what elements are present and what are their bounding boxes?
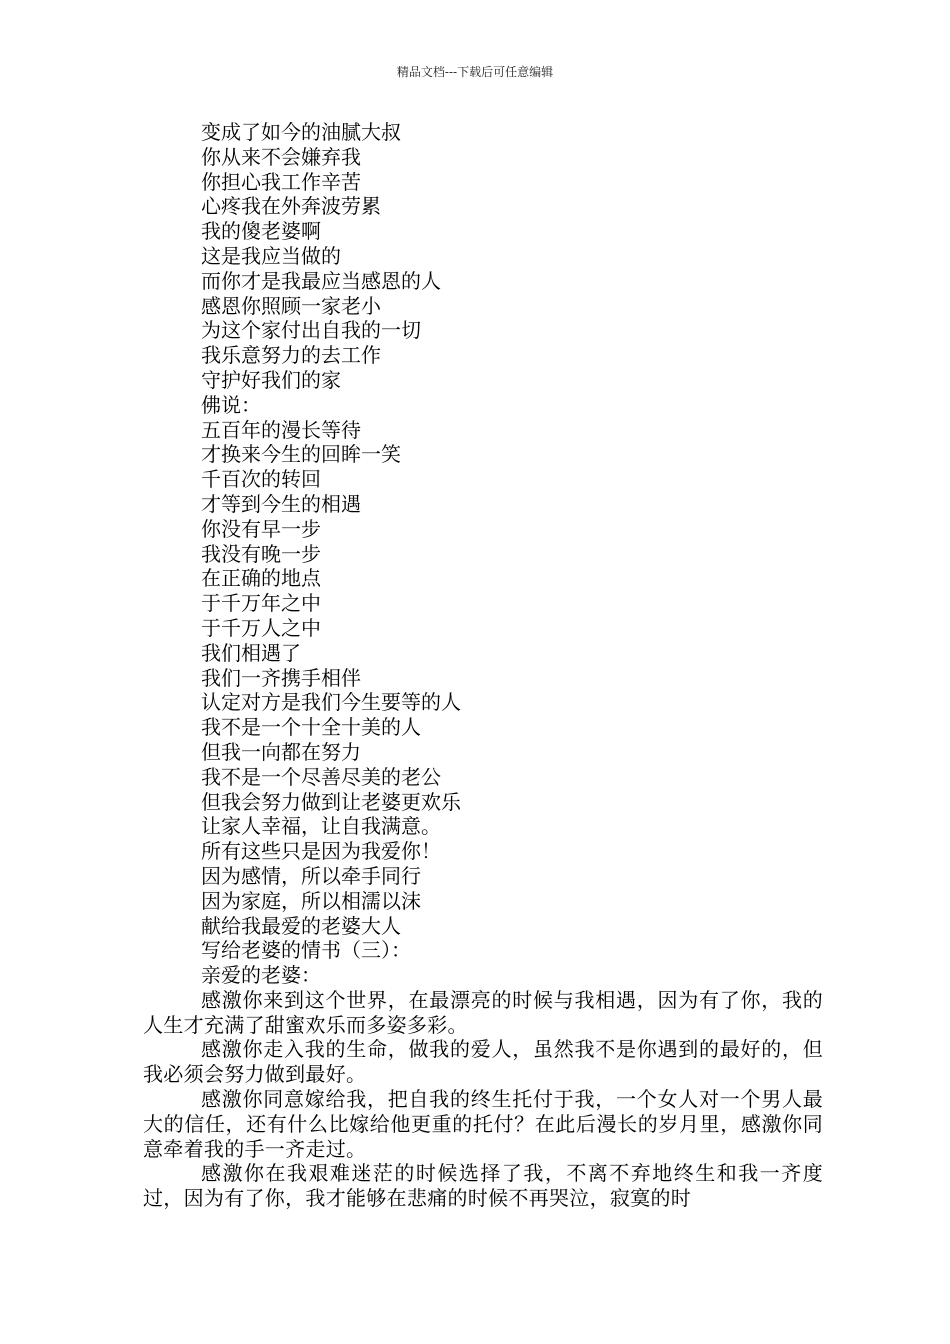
poem-line: 你担心我工作辛苦	[201, 169, 361, 194]
poem-line: 守护好我们的家	[201, 367, 341, 392]
poem-line: 我乐意努力的去工作	[201, 343, 381, 368]
poem-line: 我们一齐携手相伴	[201, 665, 361, 690]
poem-line: 这是我应当做的	[201, 243, 341, 268]
poem-line: 我的傻老婆啊	[201, 219, 321, 244]
letter-paragraph: 感激你走入我的生命，做我的爱人，虽然我不是你遇到的最好的，但我必须会努力做到最好。	[143, 1037, 823, 1087]
poem-line: 五百年的漫长等待	[201, 417, 361, 442]
poem-line: 你从来不会嫌弃我	[201, 144, 361, 169]
poem-line: 我们相遇了	[201, 640, 301, 665]
poem-line: 于千万人之中	[201, 615, 321, 640]
poem-line: 而你才是我最应当感恩的人	[201, 268, 441, 293]
poem-line: 认定对方是我们今生要等的人	[201, 690, 461, 715]
poem-line: 我不是一个尽善尽美的老公	[201, 764, 441, 789]
poem-line: 献给我最爱的老婆大人	[201, 913, 401, 938]
poem-line: 才等到今生的相遇	[201, 491, 361, 516]
poem-line: 因为感情，所以牵手同行	[201, 863, 421, 888]
poem-line: 感恩你照顾一家老小	[201, 293, 381, 318]
letter-paragraph: 感激你同意嫁给我，把自我的终生托付于我，一个女人对一个男人最大的信任，还有什么比嫁给他更重的托付？在此后漫长的岁月里，感激你同意牵着我的手一齐走过。	[143, 1087, 823, 1161]
poem-line: 但我一向都在努力	[201, 739, 361, 764]
section-heading: 写给老婆的情书（三）：	[201, 938, 411, 963]
poem-line: 我不是一个十全十美的人	[201, 715, 421, 740]
poem-block	[143, 120, 823, 988]
poem-line: 为这个家付出自我的一切	[201, 318, 421, 343]
poem-line: 才换来今生的回眸一笑	[201, 442, 401, 467]
poem-line: 因为家庭，所以相濡以沫	[201, 888, 421, 913]
page-header: 精品文档---下载后可任意编辑	[396, 65, 554, 79]
letter-paragraph: 感激你来到这个世界，在最漂亮的时候与我相遇，因为有了你，我的人生才充满了甜蜜欢乐而多姿多彩。	[143, 987, 823, 1037]
letter-paragraph: 感激你在我艰难迷茫的时候选择了我，不离不弃地终生和我一齐度过，因为有了你，我才能够在悲痛的时候不再哭泣，寂寞的时	[143, 1161, 823, 1211]
poem-line: 所有这些只是因为我爱你！	[201, 839, 441, 864]
poem-line: 让家人幸福，让自我满意。	[201, 814, 441, 839]
poem-line: 我没有晚一步	[201, 541, 321, 566]
poem-line: 于千万年之中	[201, 591, 321, 616]
letter-body	[143, 988, 823, 1211]
poem-line: 佛说：	[201, 392, 261, 417]
poem-line: 但我会努力做到让老婆更欢乐	[201, 789, 461, 814]
poem-line: 在正确的地点	[201, 566, 321, 591]
poem-line: 变成了如今的油腻大叔	[201, 120, 401, 144]
poem-line: 千百次的转回	[201, 467, 321, 492]
poem-line: 心疼我在外奔波劳累	[201, 194, 381, 219]
letter-salutation: 亲爱的老婆：	[201, 963, 321, 988]
poem-line: 你没有早一步	[201, 516, 321, 541]
document-body	[143, 120, 823, 1211]
